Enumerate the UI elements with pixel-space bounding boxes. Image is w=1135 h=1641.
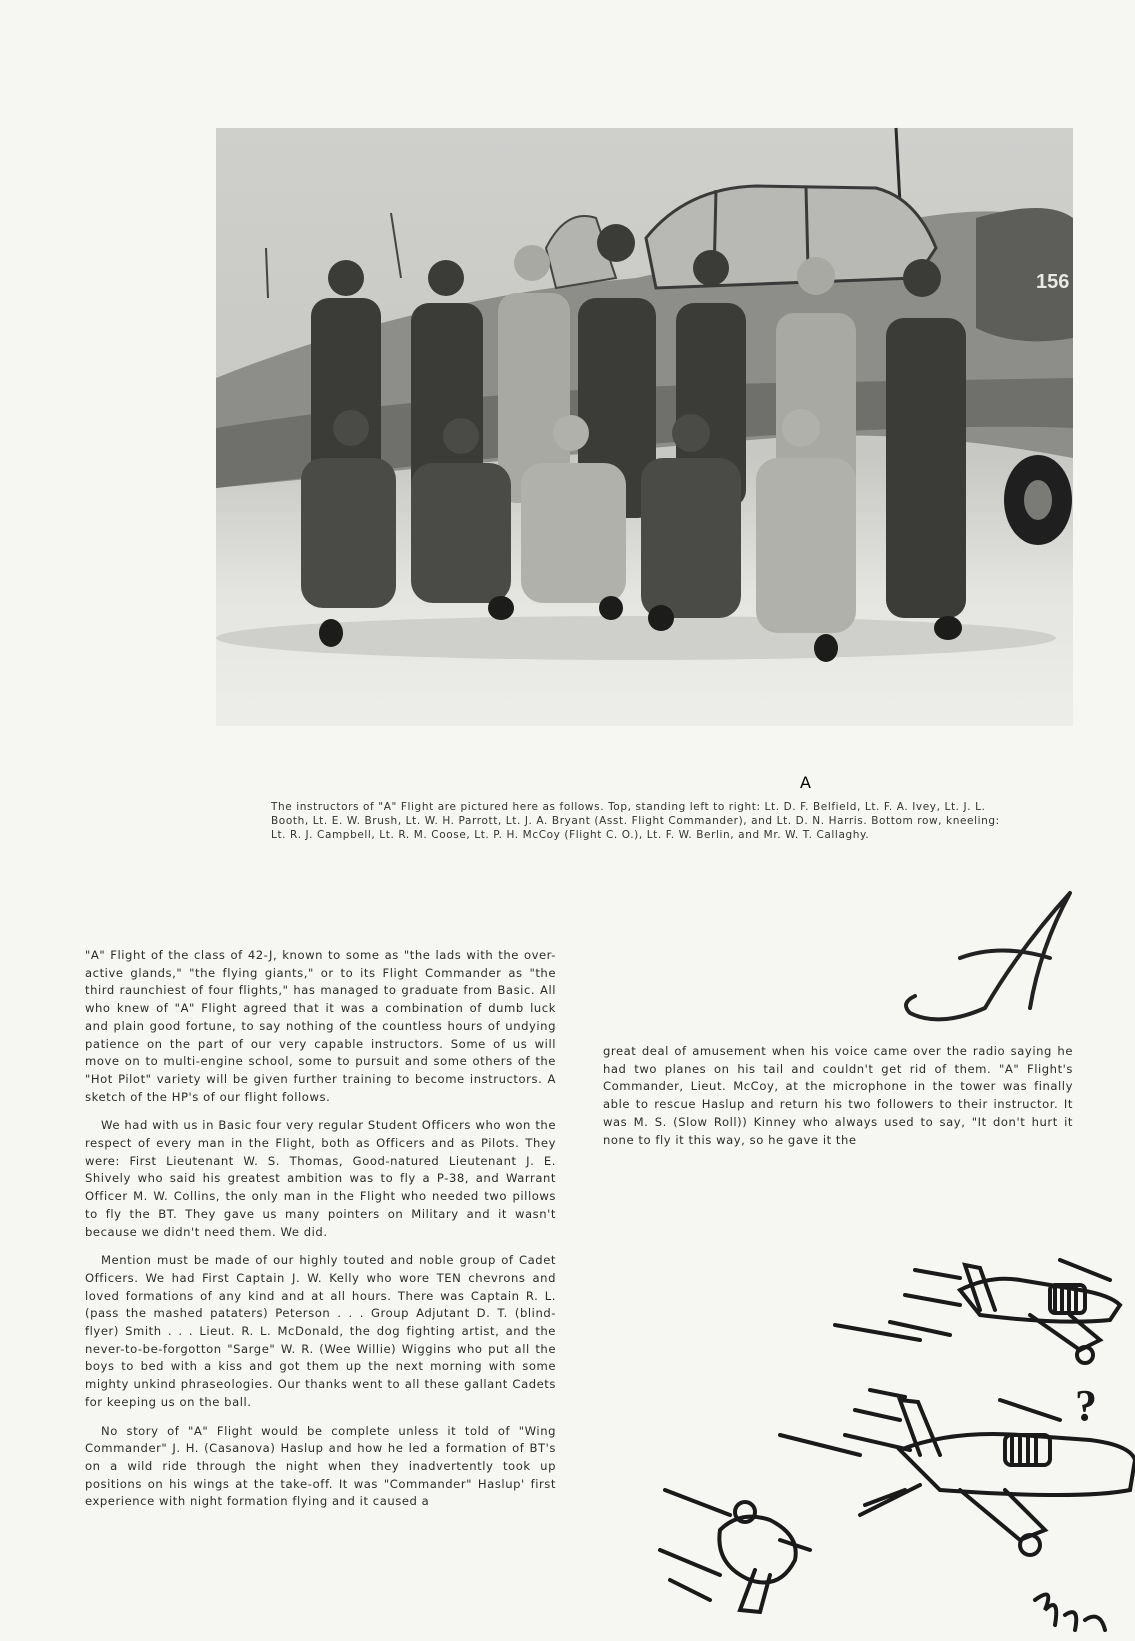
article-paragraph: No story of "A" Flight would be complete unless it told of "Wing Commander" J. H. (Casanova) Haslup and how he led a formation of BT's on a wild ride through the night when they inadvertently took up positions on his wings at the take-off. It was "Commander" Haslup' first experience with night formation flying and it caused a (85, 1423, 556, 1509)
article-left-column (85, 947, 556, 1522)
initial-letter: A (800, 773, 811, 792)
planes-cartoon-sketch (660, 1250, 1135, 1637)
article-paragraph: "A" Flight of the class of 42-J, known to some as "the lads with the over-active glands," "the flying giants," or to its Flight Commander as "the third raunchiest of four flights," has managed to graduate from Basic. All who knew of "A" Flight agreed that it was a combination of dumb luck and plain good fortune, to say nothing of the countless hours of undying patience on the part of our very capable instructors. Some of us will move on to multi-engine school, some to pursuit and some others of the "Hot Pilot" variety will be given further training to become instructors. A sketch of the HP's of our flight follows. (85, 948, 556, 1104)
photo-caption: The instructors of "A" Flight are pictured here as follows. Top, standing left to right: Lt. D. F. Belfield, Lt. F. A. Ivey, Lt. J. L. Booth, Lt. E. W. Brush, Lt. W. H. Parrott, Lt. J. A. Bryant (Asst. Flight Commander), and Lt. D. N. Harris. Bottom row, kneeling: Lt. R. J. Campbell, Lt. R. M. Coose, Lt. P. H. McCoy (Flight C. O.), Lt. F. W. Berlin, and Mr. W. T. Callaghy. (271, 801, 1000, 841)
decorative-initial-a (800, 773, 1080, 1028)
article-paragraph: Mention must be made of our highly touted and noble group of Cadet Officers. We had First Captain J. W. Kelly who wore TEN chevrons and loved formations of any kind and at all hours. There was Captain R. L. (pass the mashed pataters) Peterson . . . Group Adjutant D. T. (blind-flyer) Smith . . . Lieut. R. L. McDonald, the dog fighting artist, and the never-to-be-forgotton "Sarge" W. R. (Wee Willie) Wiggins who put all the boys to bed with a kiss and got them up the next morning with some mighty unkind phraseologies. Our thanks went to all these gallant Cadets for keeping us on the ball. (85, 1253, 556, 1409)
group-photo (216, 128, 1073, 726)
article-paragraph: great deal of amusement when his voice came over the radio saying he had two planes on his tail and couldn't get rid of them. "A" Flight's Commander, Lieut. McCoy, at the microphone in the tower was finally able to rescue Haslup and return his two followers to their instructor. It was M. S. (Slow Roll)) Kinney who always used to say, "It don't hurt it none to fly it this way, so he gave it the (603, 1044, 1073, 1147)
article-right-column (603, 1043, 1073, 1160)
article-paragraph: We had with us in Basic four very regular Student Officers who won the respect of every man in the Flight, both as Officers and as Pilots. They were: First Lieutenant W. S. Thomas, Good-natured Lieutenant J. E. Shively who said his greatest ambition was to fly a P-38, and Warrant Officer M. W. Collins, the only man in the Flight who needed two pillows to fly the BT. They gave us many pointers on Military and it wasn't because we didn't need them. We did. (85, 1118, 556, 1239)
photo-illustration (216, 128, 1073, 726)
aircraft-number: 156 (1036, 271, 1070, 293)
question-mark: ? (1075, 1381, 1097, 1430)
